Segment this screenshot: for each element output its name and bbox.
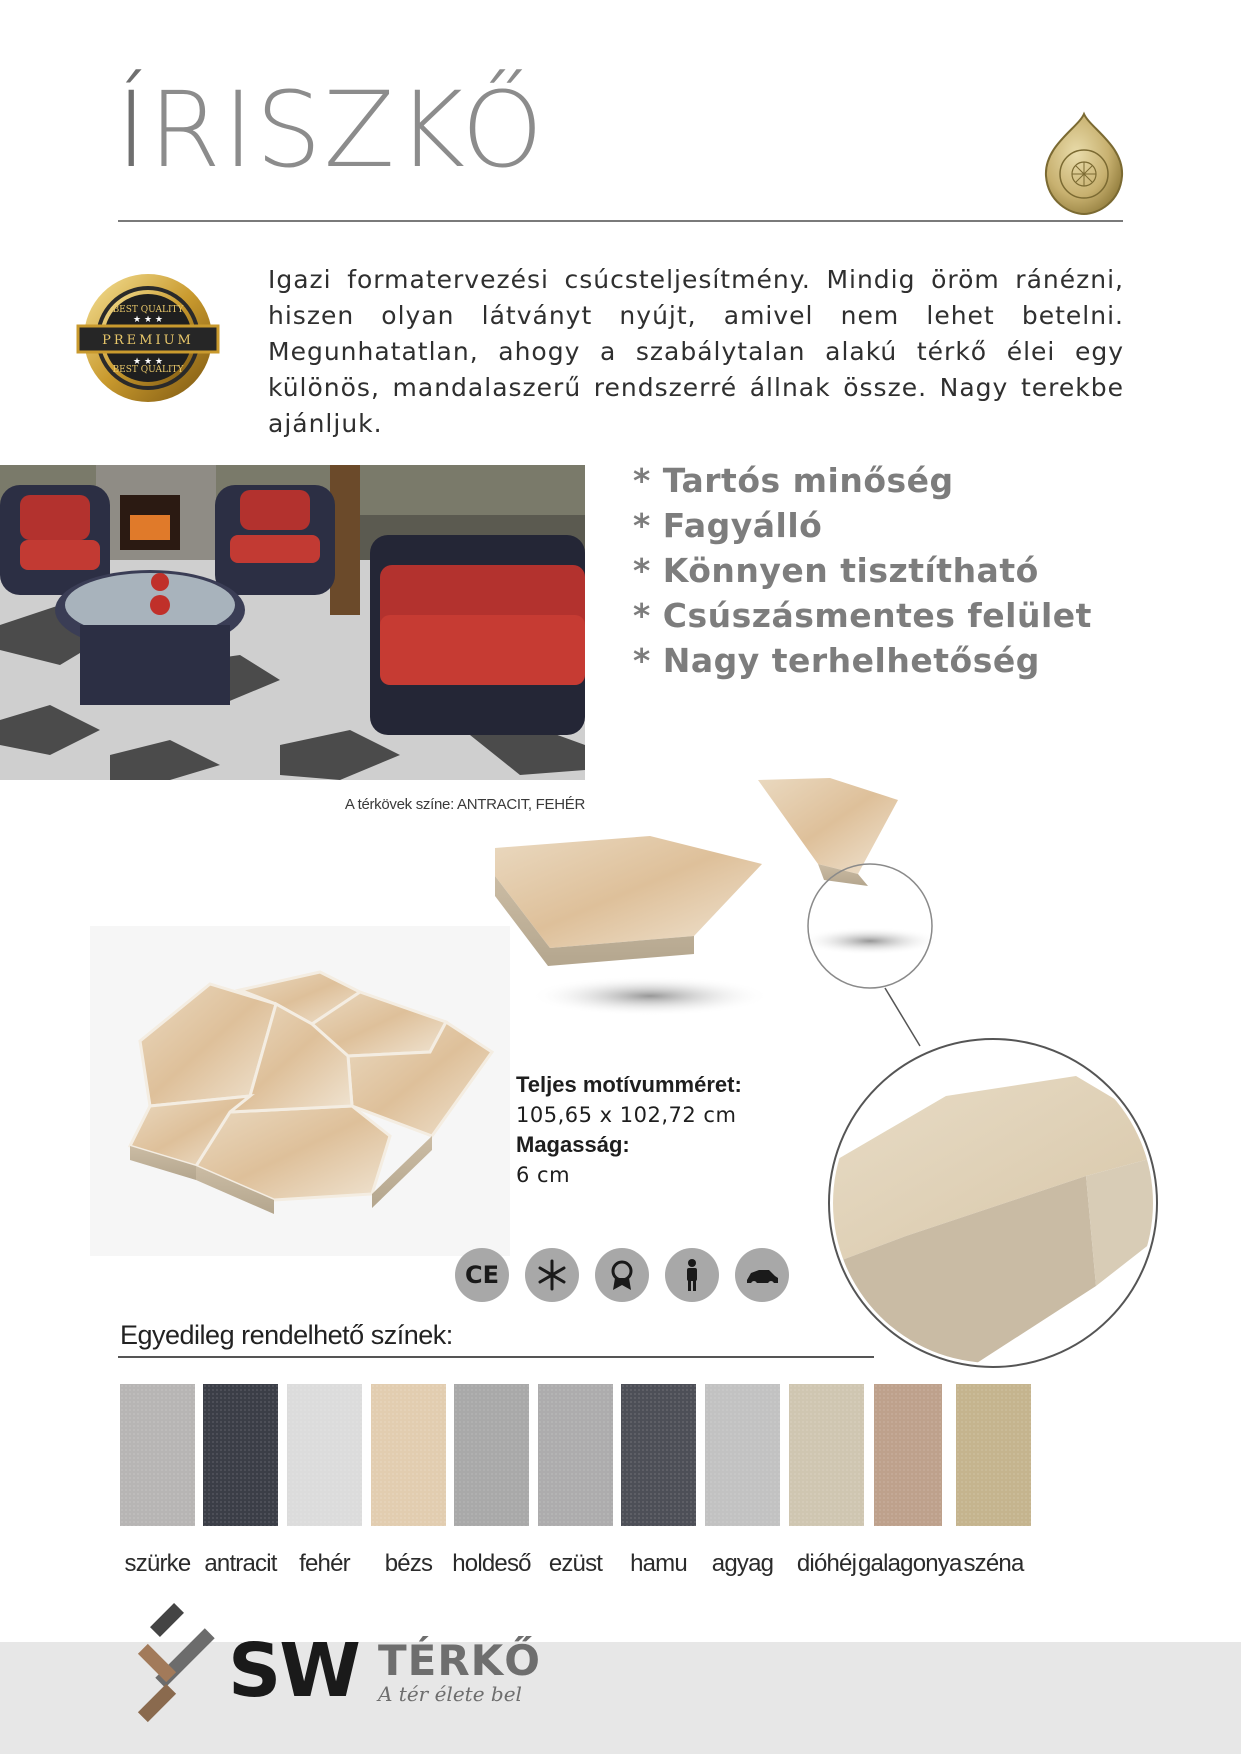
premium-badge (72, 268, 224, 408)
badge-middle-text: PREMIUM (102, 333, 194, 348)
zoom-detail (826, 1036, 1160, 1370)
colors-heading: Egyedileg rendelhető színek: (120, 1320, 453, 1350)
size-value: 105,65 x 102,72 cm (516, 1103, 737, 1127)
height-label: Magasság: (516, 1132, 630, 1157)
feature-item: * Csúszásmentes felület (633, 596, 1092, 635)
photo-caption: A térkövek színe: ANTRACIT, FEHÉR (344, 796, 585, 813)
feature-item: * Fagyálló (633, 506, 823, 545)
color-swatch (705, 1384, 780, 1526)
color-name: holdeső (452, 1550, 531, 1577)
color-name: ezüst (548, 1550, 603, 1577)
colors-divider (118, 1356, 874, 1358)
color-swatch (621, 1384, 696, 1526)
svg-text:★ ★ ★: ★ ★ ★ (133, 357, 163, 367)
feature-item: * Könnyen tisztítható (633, 551, 1039, 590)
product-specs (516, 1070, 742, 1190)
color-swatch (454, 1384, 529, 1526)
color-name: széna (963, 1550, 1024, 1577)
title-first-letter: Í (116, 69, 149, 191)
color-swatch (956, 1384, 1031, 1526)
feature-item: * Tartós minőség (633, 461, 954, 500)
color-swatch (203, 1384, 278, 1526)
frost-resistant-icon (525, 1248, 579, 1302)
patio-photo (0, 465, 585, 780)
size-label: Teljes motívumméret: (516, 1072, 742, 1097)
quality-seal-icon (1042, 110, 1126, 218)
color-name: galagonya (858, 1550, 962, 1577)
color-swatch (538, 1384, 613, 1526)
height-value: 6 cm (516, 1163, 571, 1187)
color-swatch (287, 1384, 362, 1526)
color-swatch (874, 1384, 942, 1526)
badge-bottom-text: BEST QUALITY (112, 365, 184, 375)
svg-text:★ ★ ★: ★ ★ ★ (133, 315, 163, 325)
intro-paragraph: Igazi formatervezési csúcsteljesítmény. Mindig öröm ránézni, hiszen olyan látványt nyújt, amivel nem lehet betelni. Megunhatatlan, ahogy a szabálytalan alakú térkő élei egy különös, mandalaszerű rendszerré állnak össze. Nagy terekbe ajánljuk. (268, 265, 1124, 438)
feature-item: * Nagy terhelhetőség (633, 641, 1040, 680)
color-name: hamu (630, 1550, 687, 1577)
badge-top-text: BEST QUALITY (112, 305, 184, 315)
car-icon (735, 1248, 789, 1302)
color-name: bézs (384, 1550, 433, 1577)
color-swatch (371, 1384, 446, 1526)
title-rest: RISZKŐ (148, 69, 546, 191)
page-title (116, 69, 546, 191)
brand-sw: SW (228, 1628, 359, 1714)
color-name: fehér (299, 1550, 350, 1577)
feature-list (633, 458, 1092, 683)
title-divider (118, 220, 1123, 222)
color-name: antracit (204, 1550, 277, 1577)
color-name: dióhéj (796, 1550, 857, 1577)
ce-mark-icon: CE (455, 1248, 509, 1302)
certification-icons (455, 1248, 789, 1304)
brand-name: TÉRKŐ (378, 1636, 541, 1685)
color-swatch (789, 1384, 864, 1526)
brand-tagline: A tér élete bel (378, 1682, 522, 1706)
color-swatch (120, 1384, 195, 1526)
pedestrian-icon (665, 1248, 719, 1302)
quality-award-icon (595, 1248, 649, 1302)
brand-logo-icon (130, 1603, 230, 1723)
color-name: szürke (124, 1550, 191, 1577)
color-name: agyag (711, 1550, 774, 1577)
